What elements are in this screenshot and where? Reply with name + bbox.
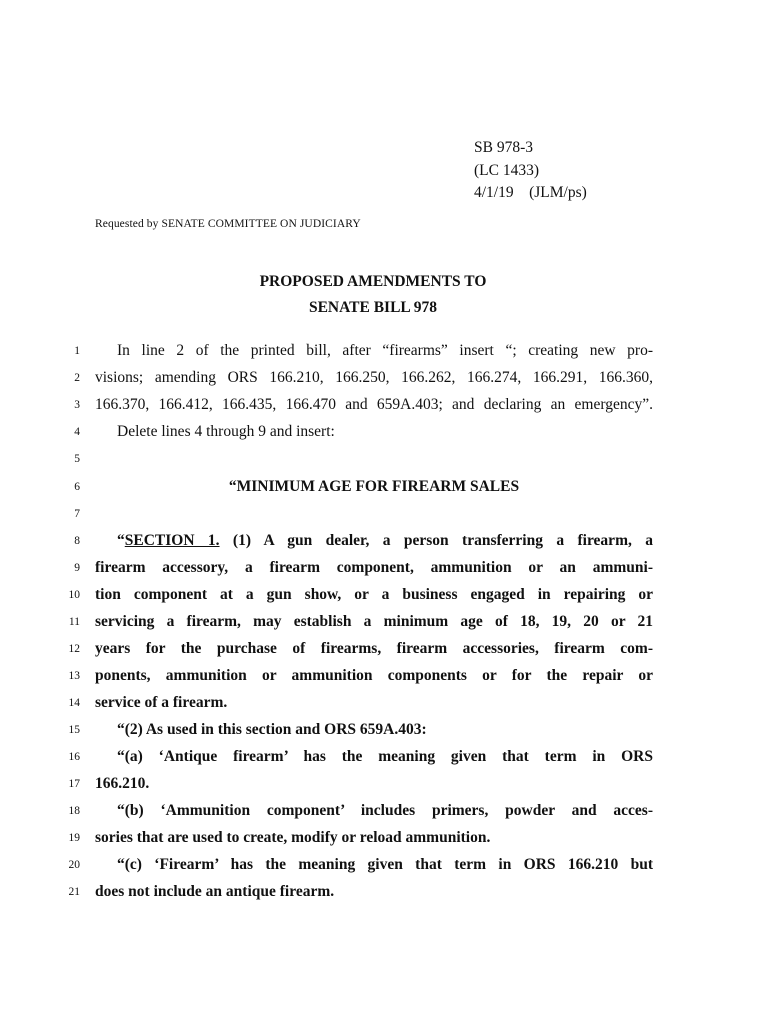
- open-quote: “: [117, 532, 125, 549]
- body-line: “(2) As used in this section and ORS 659A.403:: [117, 721, 427, 738]
- body-line: ponents, ammunition or ammunition components or for the repair or: [95, 667, 653, 684]
- body-line: 166.210.: [95, 775, 150, 792]
- line-number: 1: [74, 345, 80, 357]
- line-number: 15: [68, 724, 80, 736]
- body-line: In line 2 of the printed bill, after “firearms” insert “; creating new pro-: [117, 342, 653, 359]
- bill-identifier-block: [474, 137, 587, 205]
- section-1-opening-line: [95, 532, 653, 550]
- line-number: 17: [68, 778, 80, 790]
- line-number: 8: [74, 535, 80, 547]
- body-line: servicing a firearm, may establish a minimum age of 18, 19, 20 or 21: [95, 613, 653, 630]
- requested-by: Requested by SENATE COMMITTEE ON JUDICIARY: [95, 218, 361, 230]
- lc-number: (LC 1433): [474, 161, 540, 179]
- section-heading: “MINIMUM AGE FOR FIREARM SALES: [228, 478, 520, 495]
- body-line: 166.370, 166.412, 166.435, 166.470 and 659A.403; and declaring an emergency”.: [95, 396, 653, 413]
- line-number: 4: [74, 426, 80, 438]
- amendment-title-line-1: PROPOSED AMENDMENTS TO: [259, 273, 487, 290]
- body-line: Delete lines 4 through 9 and insert:: [117, 423, 335, 440]
- amendment-title-line-2: SENATE BILL 978: [308, 299, 438, 316]
- line-number: 7: [74, 508, 80, 520]
- date-reference: 4/1/19 (JLM/ps): [474, 184, 587, 201]
- line-number: 11: [68, 616, 80, 628]
- bill-number: SB 978-3: [474, 139, 533, 156]
- line-number: 18: [68, 805, 80, 817]
- line-number: 21: [68, 886, 80, 898]
- body-line: does not include an antique firearm.: [95, 883, 335, 900]
- body-line: “(a) ‘Antique firearm’ has the meaning given that term in ORS: [117, 748, 653, 765]
- line-number: 6: [74, 481, 80, 493]
- line-number: 13: [68, 670, 80, 682]
- line-number: 5: [74, 453, 80, 465]
- section-1-text: (1) A gun dealer, a person transferring a firearm, a: [219, 532, 653, 549]
- line-number: 12: [68, 643, 80, 655]
- section-1-label: SECTION 1.: [124, 532, 220, 549]
- line-number: 14: [68, 697, 80, 709]
- line-number: 3: [74, 399, 80, 411]
- line-number: 16: [68, 751, 80, 763]
- body-line: sories that are used to create, modify or reload ammunition.: [95, 829, 491, 846]
- body-line: years for the purchase of firearms, firearm accessories, firearm com-: [95, 640, 653, 657]
- body-line: visions; amending ORS 166.210, 166.250, 166.262, 166.274, 166.291, 166.360,: [95, 369, 653, 386]
- body-line: tion component at a gun show, or a business engaged in repairing or: [95, 586, 653, 603]
- body-line: “(b) ‘Ammunition component’ includes primers, powder and acces-: [117, 802, 653, 819]
- body-line: service of a firearm.: [95, 694, 228, 711]
- line-number: 10: [68, 589, 80, 601]
- line-number: 19: [68, 832, 80, 844]
- line-number: 9: [74, 562, 80, 574]
- body-line: “(c) ‘Firearm’ has the meaning given that term in ORS 166.210 but: [117, 856, 653, 873]
- body-line: firearm accessory, a firearm component, ammunition or an ammuni-: [95, 559, 653, 576]
- line-number: 20: [68, 859, 80, 871]
- line-number: 2: [74, 372, 80, 384]
